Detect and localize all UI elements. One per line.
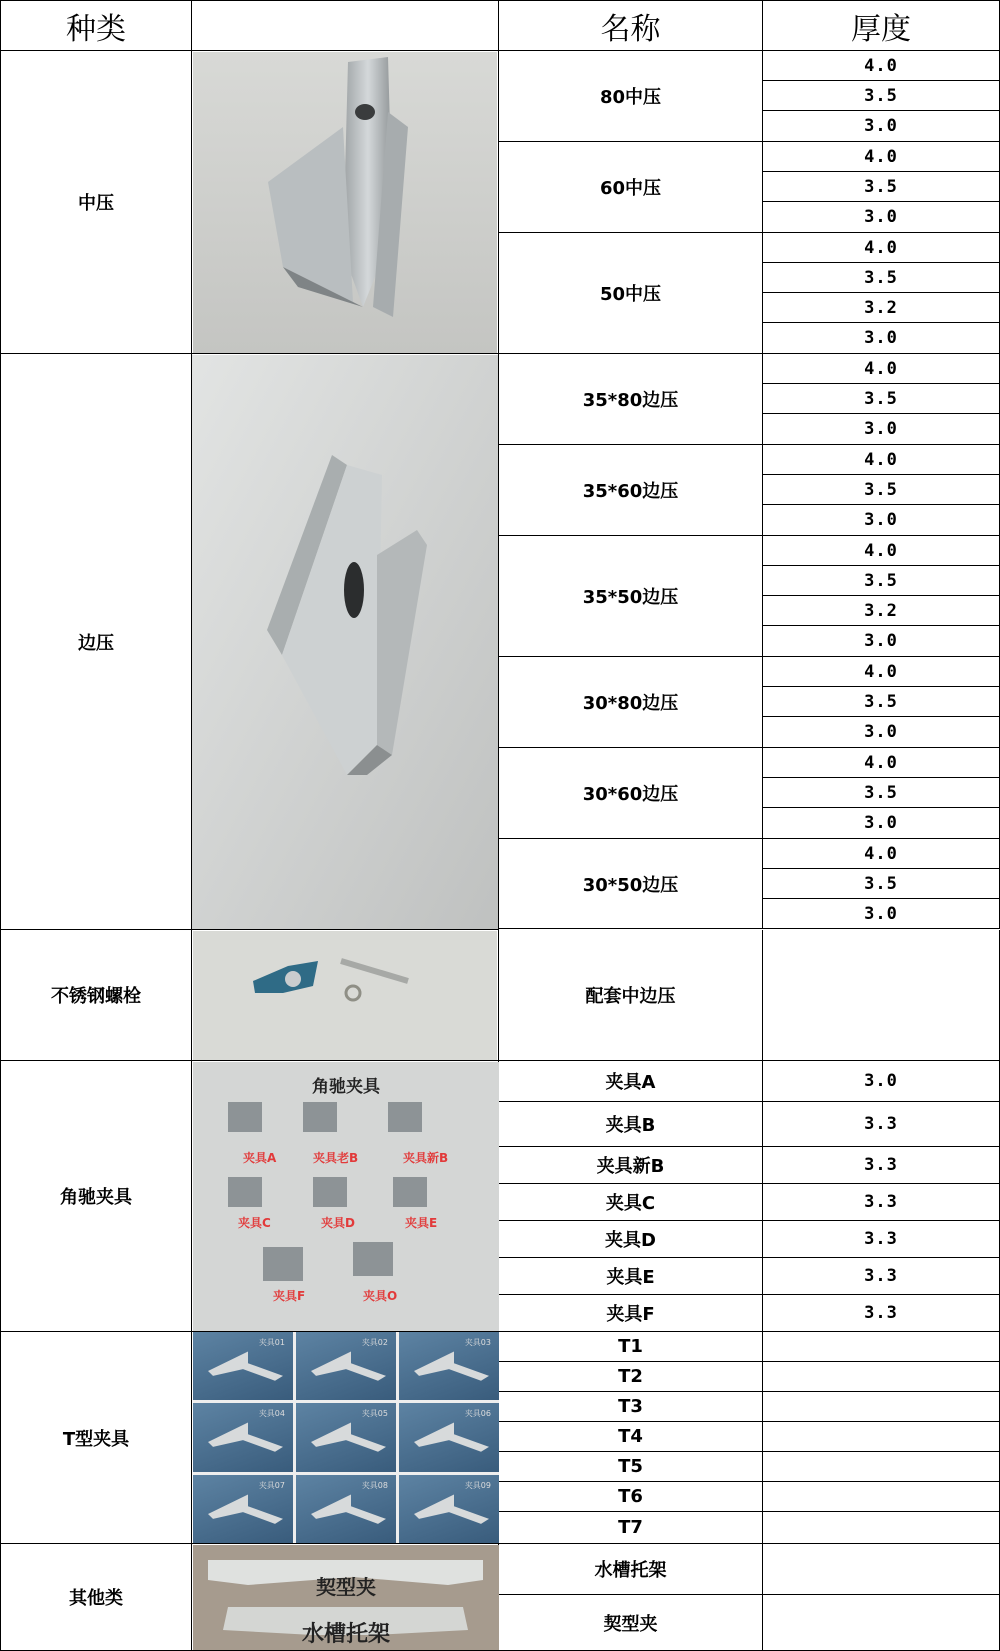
thickness-cell [763,1184,1000,1221]
product-name-cell [499,1221,763,1258]
product-name-cell [499,839,763,929]
thickness-value: 3.0 [864,1071,898,1091]
product-name-cell [499,1295,763,1332]
category-label: 边压 [78,632,114,654]
t-clip-grid [193,1332,499,1543]
category-cell [0,1332,192,1544]
t-clip-tile [296,1475,396,1543]
t-clip-tile [193,1332,293,1400]
jiaochi-label: 夹具老B [313,1151,359,1165]
product-name-cell [499,1512,763,1544]
jiaochi-collage-title: 角驰夹具 [312,1077,380,1097]
product-name: T7 [618,1517,643,1538]
middle-clamp-photo [193,52,497,353]
product-name-cell [499,1544,763,1595]
jiaochi-label: 夹具C [238,1216,271,1230]
product-name-cell [499,1452,763,1482]
thickness-cell [763,566,1000,596]
thickness-value: 3.0 [864,631,898,651]
t-clip-tile [193,1475,293,1543]
t-clip-tile-label: 夹具01 [258,1338,285,1347]
thickness-cell [763,1147,1000,1184]
product-name: 80中压 [599,87,662,108]
thickness-cell [763,445,1000,475]
thickness-cell [763,1544,1000,1595]
thickness-value: 3.5 [864,176,898,197]
product-name: T6 [618,1486,643,1507]
product-name-cell [499,1422,763,1452]
t-clip-tile-label: 夹具06 [464,1409,491,1419]
product-name-cell [499,1147,763,1184]
thickness-value: 3.5 [864,782,898,803]
t-clip-tile [399,1403,499,1471]
product-name: 35*60边压 [582,481,679,502]
product-name: 35*50边压 [582,587,679,608]
thickness-value: 3.0 [864,116,898,136]
category-cell [0,1061,192,1332]
category-label: 中压 [78,193,114,214]
thickness-value: 4.0 [864,449,898,470]
thickness-cell [763,263,1000,293]
category-label: 不锈钢螺栓 [51,986,141,1007]
jiaochi-label: 夹具F [273,1289,306,1303]
t-clip-tile-label: 夹具08 [361,1480,388,1490]
thickness-cell [763,1295,1000,1332]
thickness-cell [763,808,1000,839]
thickness-value: 3.5 [864,570,898,591]
product-name: 配套中边压 [585,986,676,1007]
product-name: 50中压 [599,284,662,305]
thickness-cell [763,536,1000,566]
thickness-cell [763,930,1000,1061]
jiaochi-clamp-collage [193,1062,499,1331]
header-image [192,0,499,51]
thickness-value: 3.0 [864,207,898,227]
thickness-value: 4.0 [864,540,898,561]
product-name-cell [499,1595,763,1651]
product-name: 夹具A [605,1072,656,1093]
product-name-cell [499,930,763,1061]
product-name: T1 [618,1336,643,1357]
thickness-cell [763,475,1000,505]
header-thickness [763,0,1000,51]
thickness-value: 3.5 [864,388,898,409]
category-cell [0,930,192,1061]
header-category [0,0,192,51]
thickness-cell [763,839,1000,869]
product-name-cell [499,354,763,445]
thickness-cell [763,323,1000,354]
thickness-value: 3.3 [864,1303,898,1323]
thickness-value: 3.5 [864,873,898,894]
thickness-value: 3.0 [864,328,898,348]
product-name-cell [499,1102,763,1147]
t-clip-tile [296,1332,396,1400]
thickness-value: 4.0 [864,752,898,773]
category-label: 角驰夹具 [60,1187,132,1208]
product-name-cell [499,233,763,354]
jiaochi-label: 夹具A [243,1151,277,1165]
product-name-cell [499,1392,763,1422]
thickness-value: 3.0 [864,722,898,742]
product-name-cell [499,1061,763,1102]
thickness-cell [763,233,1000,263]
t-clip-tile-label: 夹具09 [464,1480,491,1490]
thickness-cell [763,1452,1000,1482]
thickness-cell [763,293,1000,323]
product-name: 夹具C [605,1193,656,1214]
thickness-value: 3.5 [864,267,898,288]
t-clip-tile [296,1403,396,1471]
product-name-cell [499,657,763,748]
thickness-cell [763,1221,1000,1258]
product-name-cell [499,748,763,839]
product-name: T4 [618,1426,643,1447]
thickness-value: 3.0 [864,903,898,924]
thickness-value: 4.0 [864,843,898,864]
thickness-cell [763,384,1000,414]
thickness-cell [763,717,1000,748]
thickness-value: 3.2 [864,600,898,621]
header-category-text: 种类 [66,11,126,47]
thickness-cell [763,869,1000,899]
thickness-cell [763,172,1000,202]
t-clip-tile [193,1403,293,1471]
bolt-photo [193,931,497,1060]
thickness-value: 3.0 [864,510,898,530]
thickness-cell [763,1482,1000,1512]
thickness-cell [763,1595,1000,1651]
thickness-cell [763,1362,1000,1392]
thickness-value: 3.3 [864,1266,898,1286]
thickness-value: 3.0 [864,813,898,833]
thickness-cell [763,111,1000,142]
category-label: T型夹具 [62,1428,130,1450]
thickness-cell [763,778,1000,808]
product-name: 契型夹 [603,1613,658,1635]
thickness-cell [763,748,1000,778]
header-thickness-text: 厚度 [851,11,911,47]
edge-clamp-photo [192,355,498,929]
product-name: T2 [618,1366,643,1387]
product-name: T5 [618,1456,643,1477]
thickness-cell [763,596,1000,626]
product-name-cell [499,51,763,142]
thickness-value: 3.0 [864,419,898,439]
thickness-value: 4.0 [864,661,898,682]
thickness-cell [763,81,1000,111]
t-clip-tile-label: 夹具02 [361,1338,388,1347]
thickness-value: 3.5 [864,479,898,500]
t-clip-tile [399,1332,499,1400]
thickness-value: 3.5 [864,691,898,712]
thickness-cell [763,899,1000,929]
thickness-cell [763,414,1000,445]
thickness-cell [763,505,1000,536]
header-name-text: 名称 [600,11,661,47]
product-name: 夹具新B [596,1156,665,1177]
product-name-cell [499,1258,763,1295]
product-name-cell [499,1362,763,1392]
product-name: 夹具F [606,1304,655,1325]
thickness-value: 4.0 [864,146,898,167]
thickness-cell [763,657,1000,687]
category-cell [0,1544,192,1651]
thickness-cell [763,1332,1000,1362]
category-cell [0,354,192,930]
t-clip-grid-photo [193,1332,499,1543]
thickness-cell [763,1258,1000,1295]
t-clip-tile-label: 夹具04 [258,1409,285,1419]
product-name: 夹具D [605,1230,656,1251]
product-name: 35*80边压 [582,390,679,411]
other-label: 契型夹 [316,1575,376,1599]
other-photo [193,1545,499,1650]
thickness-value: 4.0 [864,55,898,76]
product-name-cell [499,445,763,536]
other-label: 水槽托架 [301,1622,390,1647]
product-name-cell [499,536,763,657]
thickness-cell [763,51,1000,81]
thickness-value: 3.3 [864,1114,898,1134]
thickness-cell [763,142,1000,172]
thickness-value: 3.3 [864,1192,898,1212]
thickness-cell [763,687,1000,717]
thickness-value: 3.3 [864,1155,898,1175]
product-name-cell [499,1184,763,1221]
thickness-value: 4.0 [864,358,898,379]
thickness-value: 3.3 [864,1229,898,1249]
product-name: 夹具B [605,1115,656,1136]
header-name [499,0,763,51]
thickness-value: 3.5 [864,85,898,106]
t-clip-tile-label: 夹具07 [258,1480,285,1490]
t-clip-tile-label: 夹具03 [464,1338,491,1347]
thickness-cell [763,1512,1000,1544]
thickness-cell [763,1061,1000,1102]
thickness-value: 3.2 [864,297,898,318]
category-cell [0,51,192,354]
thickness-cell [763,354,1000,384]
category-label: 其他类 [69,1588,123,1609]
thickness-cell [763,1422,1000,1452]
thickness-cell [763,1102,1000,1147]
thickness-cell [763,202,1000,233]
jiaochi-label: 夹具E [405,1216,438,1230]
product-name: T3 [618,1396,643,1417]
jiaochi-label: 夹具D [321,1216,355,1230]
product-name: 30*50边压 [582,874,679,896]
thickness-value: 4.0 [864,237,898,258]
t-clip-tile [399,1475,499,1543]
product-name-cell [499,142,763,233]
thickness-cell [763,626,1000,657]
product-name: 水槽托架 [594,1560,667,1581]
jiaochi-label: 夹具新B [403,1151,449,1165]
thickness-cell [763,1392,1000,1422]
product-name-cell [499,1482,763,1512]
t-clip-tile-label: 夹具05 [361,1409,388,1419]
product-name: 夹具E [606,1267,655,1288]
product-name: 30*80边压 [582,693,679,714]
product-name: 30*60边压 [582,784,679,805]
product-name: 60中压 [599,178,662,199]
product-name-cell [499,1332,763,1362]
jiaochi-label: 夹具O [363,1289,398,1303]
